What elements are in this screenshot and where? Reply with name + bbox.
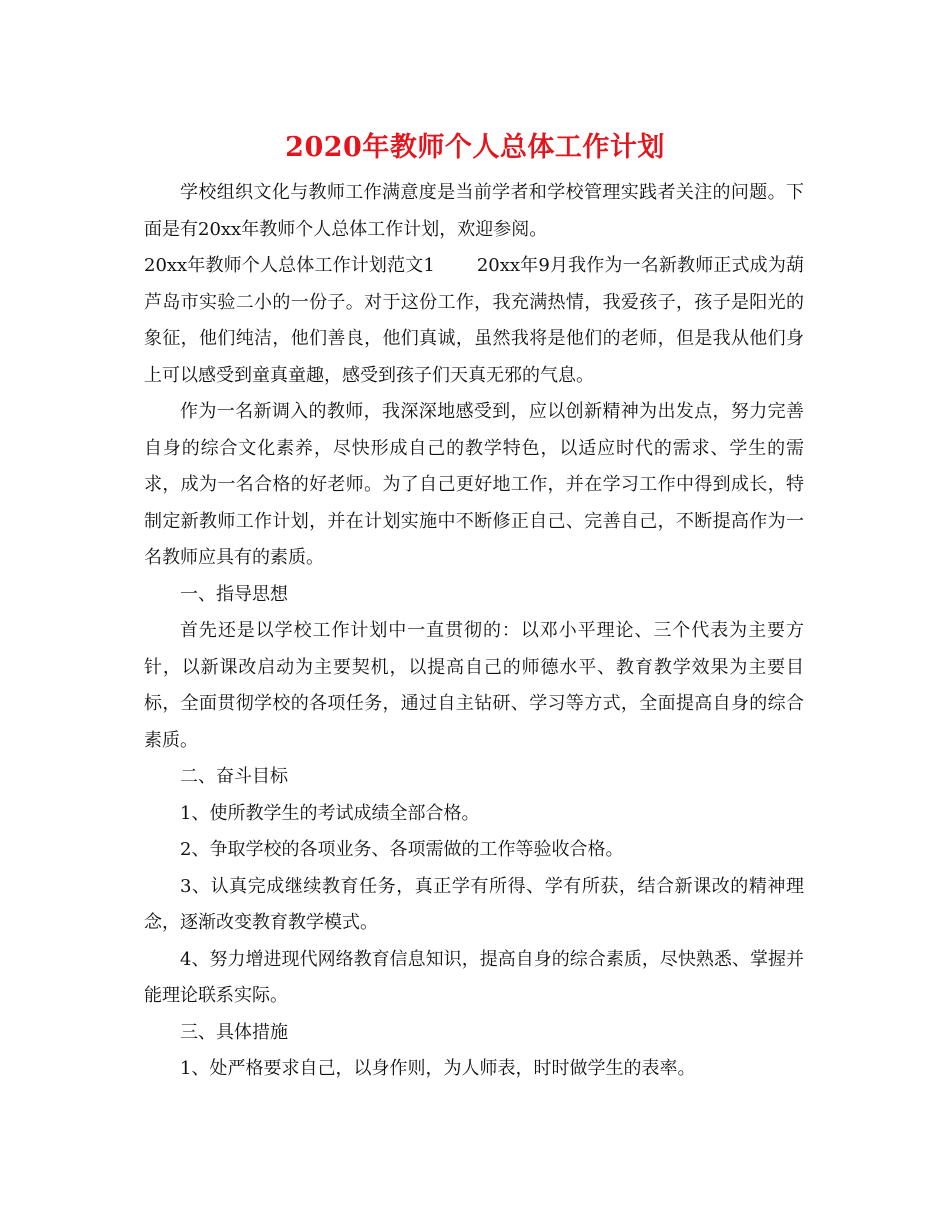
sample-first-paragraph: 20xx年9月我作为一名新教师正式成为葫芦岛市实验二小的一份子。对于这份工作，我充满热情，我爱孩子，孩子是阳光的象征，他们纯洁，他们善良，他们真诚，虽然我将是他们的老师，但是我从他们身上可以感受到童真童趣，感受到孩子们天真无邪的气息。 <box>144 255 804 386</box>
goal-item-1: 1、使所教学生的考试成绩全部合格。 <box>180 802 480 824</box>
section1-heading: 一、指导思想 <box>180 583 288 605</box>
sample-paragraph <box>144 248 804 394</box>
section3-heading: 三、具体措施 <box>180 1021 288 1043</box>
document-title: 2020年教师个人总体工作计划 <box>285 132 665 163</box>
goal-item-2: 2、争取学校的各项业务、各项需做的工作等验收合格。 <box>180 839 624 860</box>
intro-paragraph: 学校组织文化与教师工作满意度是当前学者和学校管理实践者关注的问题。下面是有20xx年教师个人总体工作计划，欢迎参阅。 <box>144 182 804 240</box>
document-body <box>144 175 804 1088</box>
section1-body: 首先还是以学校工作计划中一直贯彻的：以邓小平理论、三个代表为主要方针，以新课改启动为主要契机，以提高自己的师德水平、教育教学效果为主要目标，全面贯彻学校的各项任务，通过自主钻研、学习等方式，全面提高自身的综合素质。 <box>144 620 804 751</box>
goal-item-3: 3、认真完成继续教育任务，真正学有所得、学有所获，结合新课改的精神理念，逐渐改变教育教学模式。 <box>144 875 804 933</box>
paragraph-2: 作为一名新调入的教师，我深深地感受到，应以创新精神为出发点，努力完善自身的综合文化素养，尽快形成自己的教学特色，以适应时代的需求、学生的需求，成为一名合格的好老师。为了自己更好地工作，并在学习工作中得到成长，特制定新教师工作计划，并在计划实施中不断修正自己、完善自己，不断提高作为一名教师应具有的素质。 <box>144 401 804 568</box>
sample-heading: 20xx年教师个人总体工作计划范文1 <box>144 255 435 276</box>
section2-heading: 二、奋斗目标 <box>180 766 288 787</box>
measure-item-1: 1、处严格要求自己，以身作则，为人师表，时时做学生的表率。 <box>180 1058 696 1079</box>
goal-item-4: 4、努力增进现代网络教育信息知识，提高自身的综合素质，尽快熟悉、掌握并能理论联系实际。 <box>144 948 804 1006</box>
